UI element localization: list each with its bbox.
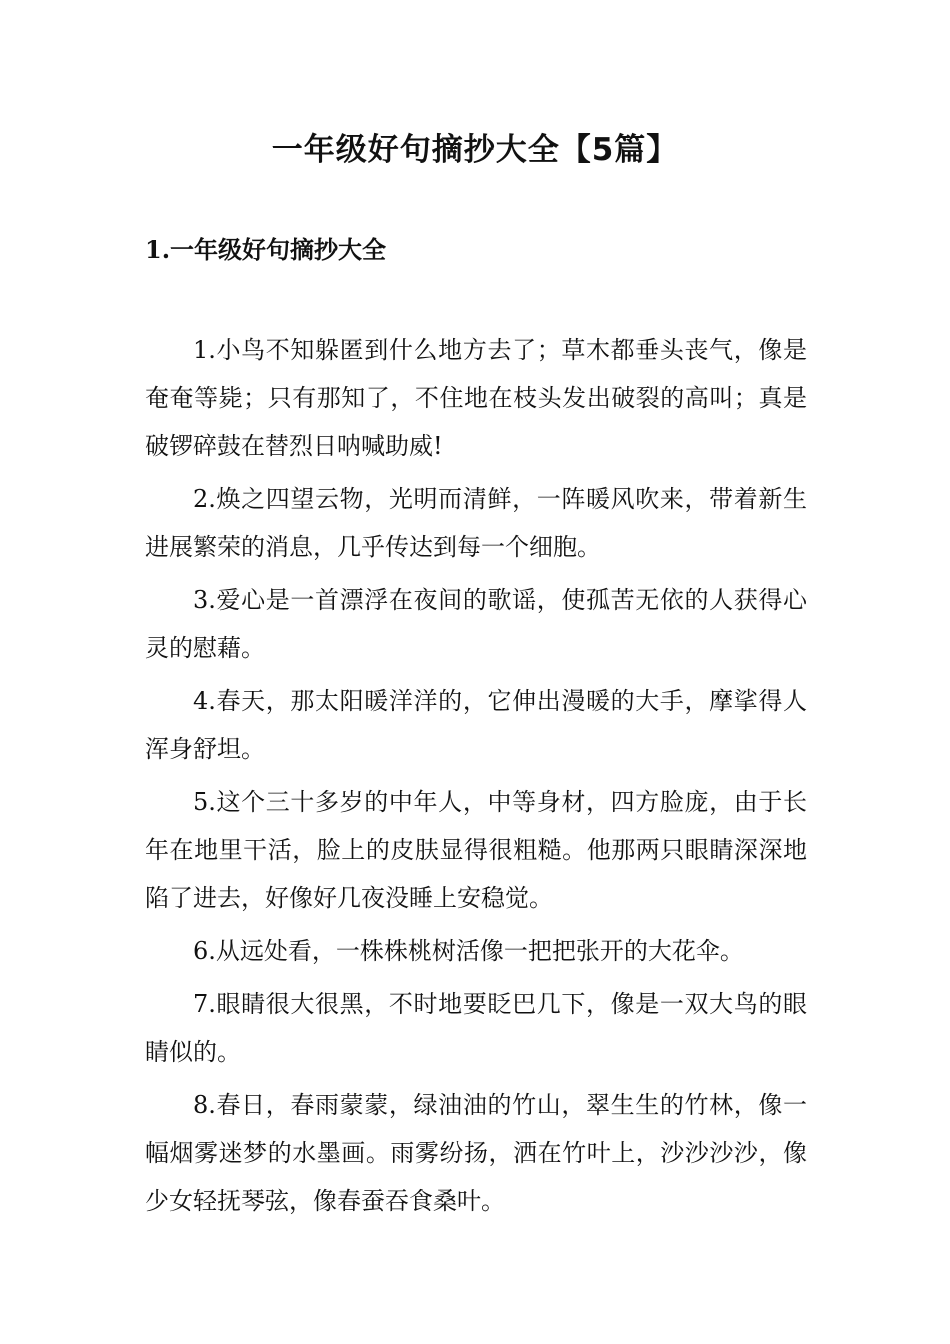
section-heading: 1.一年级好句摘抄大全 <box>145 235 387 264</box>
paragraph-5: 5.这个三十多岁的中年人，中等身材，四方脸庞，由于长年在地里干活，脸上的皮肤显得很粗糙。他那两只眼睛深深地陷了进去，好像好几夜没睡上安稳觉。 <box>145 788 807 912</box>
paragraph-1: 1.小鸟不知躲匿到什么地方去了；草木都垂头丧气，像是奄奄等毙；只有那知了，不住地在枝头发出破裂的高叫；真是破锣碎鼓在替烈日呐喊助威! <box>145 336 807 460</box>
paragraph-7: 7.眼睛很大很黑，不时地要眨巴几下，像是一双大鸟的眼睛似的。 <box>145 990 807 1066</box>
paragraph-3: 3.爱心是一首漂浮在夜间的歌谣，使孤苦无依的人获得心灵的慰藉。 <box>145 586 807 662</box>
paragraph-6: 6.从远处看，一株株桃树活像一把把张开的大花伞。 <box>193 937 744 965</box>
paragraph-2: 2.焕之四望云物，光明而清鲜，一阵暖风吹来，带着新生进展繁荣的消息，几乎传达到每一个细胞。 <box>145 485 807 561</box>
paragraph-8: 8.春日，春雨蒙蒙，绿油油的竹山，翠生生的竹林，像一幅烟雾迷梦的水墨画。雨雾纷扬，洒在竹叶上，沙沙沙沙，像少女轻抚琴弦，像春蚕吞食桑叶。 <box>145 1091 807 1215</box>
document-body <box>145 326 807 1230</box>
document-title: 一年级好句摘抄大全【5篇】 <box>271 132 679 168</box>
paragraph-4: 4.春天，那太阳暖洋洋的，它伸出漫暖的大手，摩挲得人浑身舒坦。 <box>145 687 807 763</box>
